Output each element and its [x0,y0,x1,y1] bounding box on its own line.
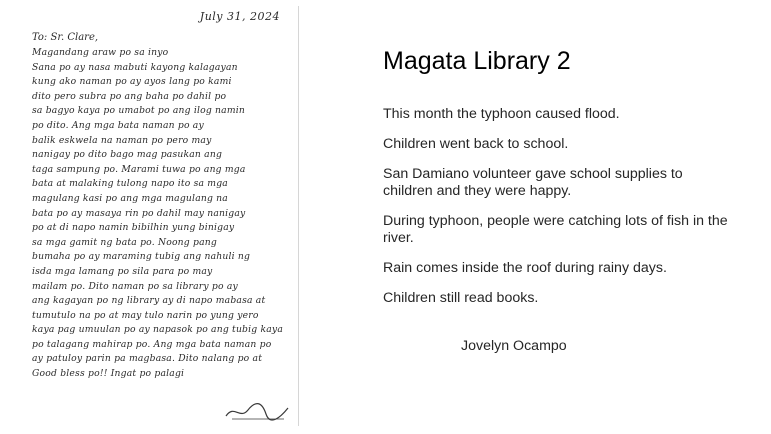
letter-line: po talagang mahirap po. Ang mga bata naman po [32,338,272,350]
letter-line: isda mga lamang po sila para po may [32,265,213,277]
letter-line: bumaha po ay maraming tubig ang nahuli ng [32,251,251,263]
bullet-item: Children still read books. [383,290,539,306]
letter-line: ang kagayan po ng library ay di napo mabasa at [32,295,266,307]
letter-line: bata at malaking tulong napo ito sa mga [32,178,228,190]
handwritten-letter-image [22,6,299,426]
bullet-item: During typhoon, people were catching lots of fish in the river. [383,213,728,246]
letter-body [32,46,294,382]
letter-line: kaya pag umuulan po ay napasok po ang tubig kaya [32,324,283,336]
letter-line: tumutulo na po at may tulo narin po yung yero [32,309,259,321]
letter-line: magulang kasi po ang mga magulang na [32,192,228,204]
letter-line: sa mga gamit ng bata po. Noong pang [32,236,217,248]
letter-line: po dito. Ang mga bata naman po ay [32,119,204,131]
letter-line: dito pero subra po ang baha po dahil po [32,90,227,102]
letter-line: Sana po ay nasa mabuti kayong kalagayan [32,61,238,73]
letter-line: bata po ay masaya rin po dahil may nanigay [32,207,246,219]
letter-line: balik eskwela na naman po pero may [32,134,212,146]
letter-line: po at di napo namin bibilhin yung binigay [32,222,235,234]
signature-scribble [222,400,292,422]
letter-salutation: To: Sr. Clare, [32,32,99,43]
letter-line: mailam po. Dito naman po sa library po ay [32,280,238,292]
bullet-item: San Damiano volunteer gave school supplies to children and they were happy. [383,166,683,199]
letter-date: July 31, 2024 [199,10,280,23]
letter-line: Magandang araw po sa inyo [32,47,169,58]
bullet-list [383,106,728,320]
letter-line: Good bless po!! Ingat po palagi [32,368,185,380]
bullet-item: This month the typhoon caused flood. [383,106,620,122]
letter-line: nanigay po dito bago mag pasukan ang [32,149,223,161]
letter-line: kung ako naman po ay ayos lang po kami [32,76,232,88]
letter-line: taga sampung po. Marami tuwa po ang mga [32,163,246,175]
letter-line: sa bagyo kaya po umabot po ang ilog namin [32,105,245,117]
bullet-item: Children went back to school. [383,136,569,152]
letter-line: ay patuloy parin pa magbasa. Dito nalang po at [32,353,263,365]
author-name: Jovelyn Ocampo [461,338,567,354]
bullet-item: Rain comes inside the roof during rainy days. [383,260,667,276]
slide-title: Magata Library 2 [383,47,571,75]
